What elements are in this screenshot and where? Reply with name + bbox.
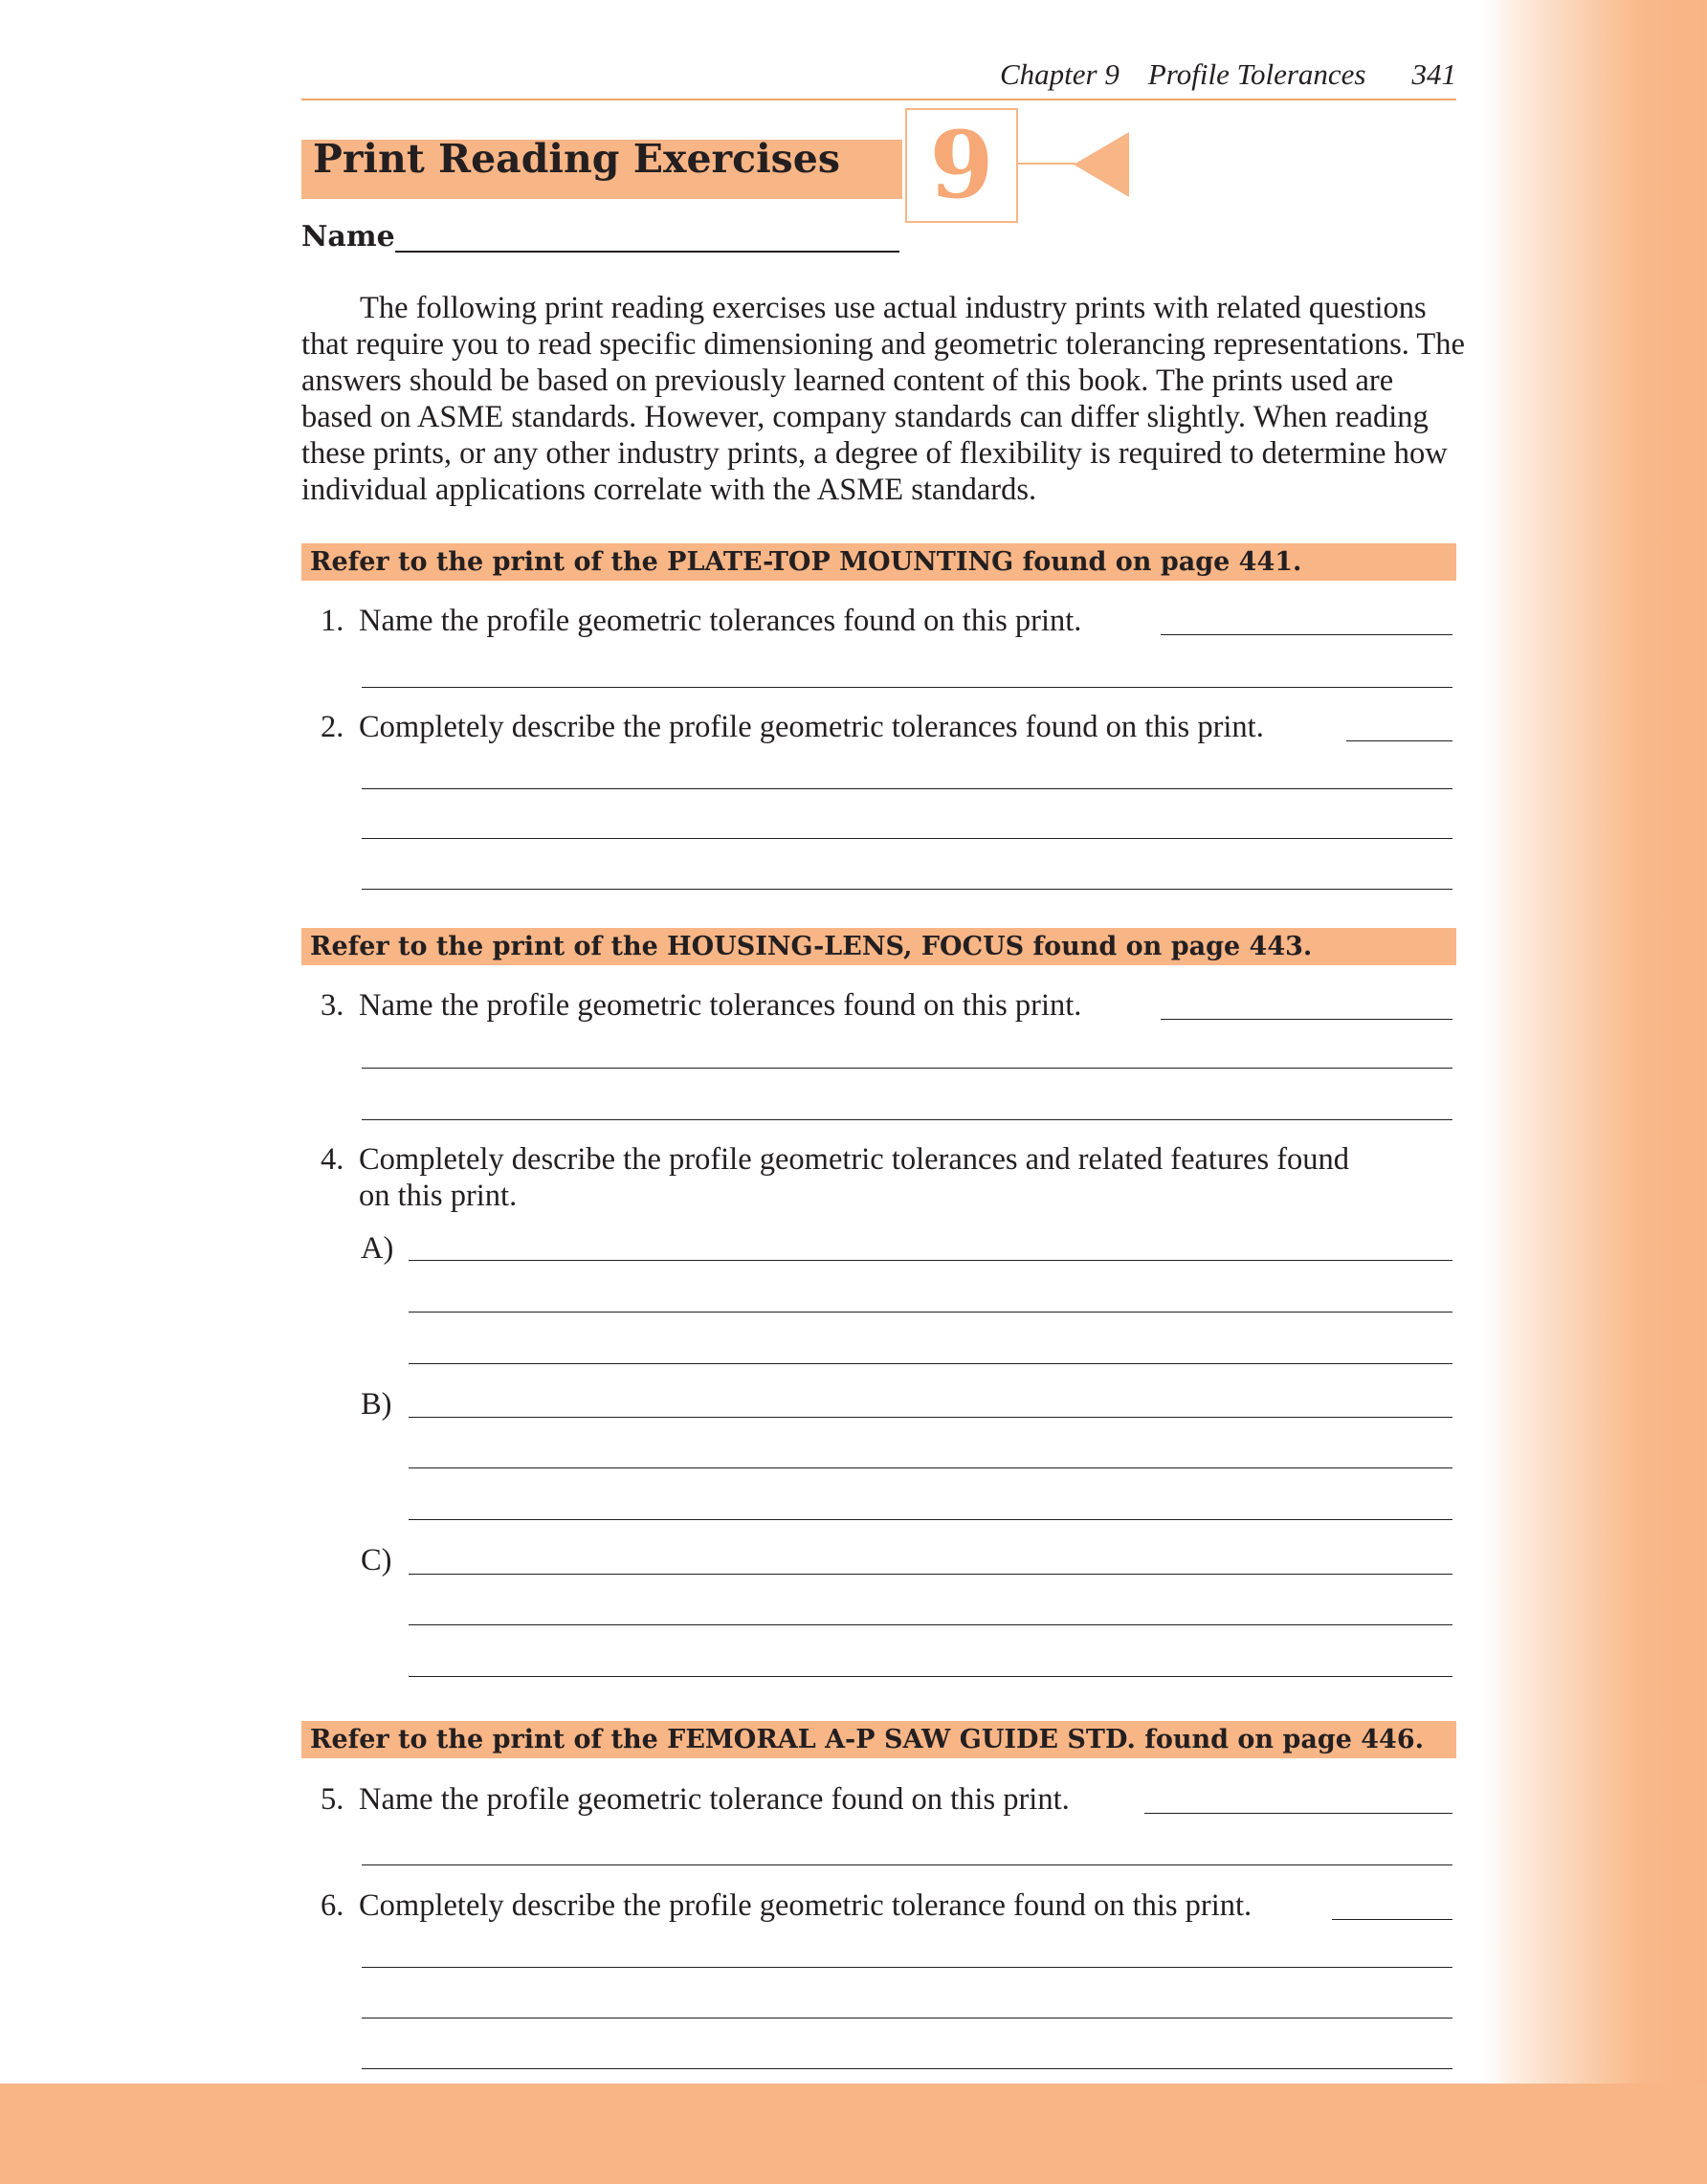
page-title: Print Reading Exercises [313,136,840,182]
answer-line[interactable] [1144,1813,1452,1814]
section-heading-bar [301,543,1456,581]
question-number: 6. [321,1888,344,1923]
answer-line[interactable] [1161,634,1452,635]
answer-line[interactable] [362,687,1452,688]
decorative-side-band [1483,0,1707,2085]
sub-part-label-c: C) [361,1543,392,1577]
sub-part-label-a: A) [361,1231,394,1266]
header-chapter: Chapter 9 [1000,57,1120,91]
sub-part-label-b: B) [361,1387,392,1422]
question-number: 4. [321,1142,344,1177]
answer-line[interactable] [409,1363,1452,1364]
answer-line[interactable] [362,889,1452,890]
question-text: Name the profile geometric tolerances found on this print. [359,604,1082,638]
answer-line[interactable] [409,1417,1452,1418]
answer-line[interactable] [409,1624,1452,1625]
answer-line[interactable] [1332,1919,1452,1920]
answer-line[interactable] [409,1574,1452,1575]
section-heading-bar [301,928,1456,965]
question-text: Completely describe the profile geometric tolerance found on this print. [359,1888,1253,1923]
name-label: Name [301,220,395,254]
answer-line[interactable] [362,2018,1452,2019]
answer-line[interactable] [362,2068,1452,2069]
question-text: Completely describe the profile geometric tolerances found on this print. [359,710,1264,744]
question-number: 5. [321,1782,344,1817]
answer-line[interactable] [409,1467,1452,1468]
answer-line[interactable] [409,1676,1452,1677]
answer-line[interactable] [362,838,1452,839]
chapter-badge: 9 [905,108,1018,223]
intro-paragraph: The following print reading exercises use actual industry prints with related questions that require you to read specific dimensioning and geometric tolerancing representations. The answers should be based on previously learned content of this book. The prints used are based on ASME standards. However, company standards can differ slightly. When reading these prints, or any other industry prints, a degree of flexibility is required to determine how individual applications correlate with the ASME standards. [301,291,1465,507]
section-heading: Refer to the print of the FEMORAL A-P SAW GUIDE STD. found on page 446. [310,1725,1425,1754]
name-field[interactable] [395,251,899,253]
answer-line[interactable] [362,1967,1452,1968]
question-number: 1. [321,604,344,638]
answer-line[interactable] [409,1312,1452,1313]
chapter-arrow-icon [1074,132,1129,197]
answer-line[interactable] [409,1260,1452,1261]
decorative-bottom-band [0,2084,1707,2184]
question-number: 2. [321,710,344,744]
section-heading: Refer to the print of the PLATE-TOP MOUNTING found on page 441. [310,547,1302,577]
question-number: 3. [321,988,344,1023]
answer-line[interactable] [362,788,1452,789]
answer-line[interactable] [362,1068,1452,1069]
answer-line[interactable] [409,1519,1452,1520]
question-text: Name the profile geometric tolerance found on this print. [359,1782,1070,1817]
answer-line[interactable] [362,1864,1452,1865]
running-header [301,57,1456,96]
chapter-badge-connector [1018,163,1075,165]
answer-line[interactable] [1161,1019,1452,1020]
section-heading: Refer to the print of the HOUSING-LENS, FOCUS found on page 443. [310,932,1313,961]
question-text: Completely describe the profile geometric tolerances and related features found [359,1142,1350,1177]
question-text: Name the profile geometric tolerances found on this print. [359,988,1082,1023]
page-number: 341 [1411,57,1456,91]
header-rule [301,99,1456,100]
question-text-continuation: on this print. [359,1179,518,1213]
answer-line[interactable] [362,1119,1452,1120]
section-heading-bar [301,1721,1456,1758]
answer-line[interactable] [1346,740,1452,741]
header-section: Profile Tolerances [1147,57,1366,91]
